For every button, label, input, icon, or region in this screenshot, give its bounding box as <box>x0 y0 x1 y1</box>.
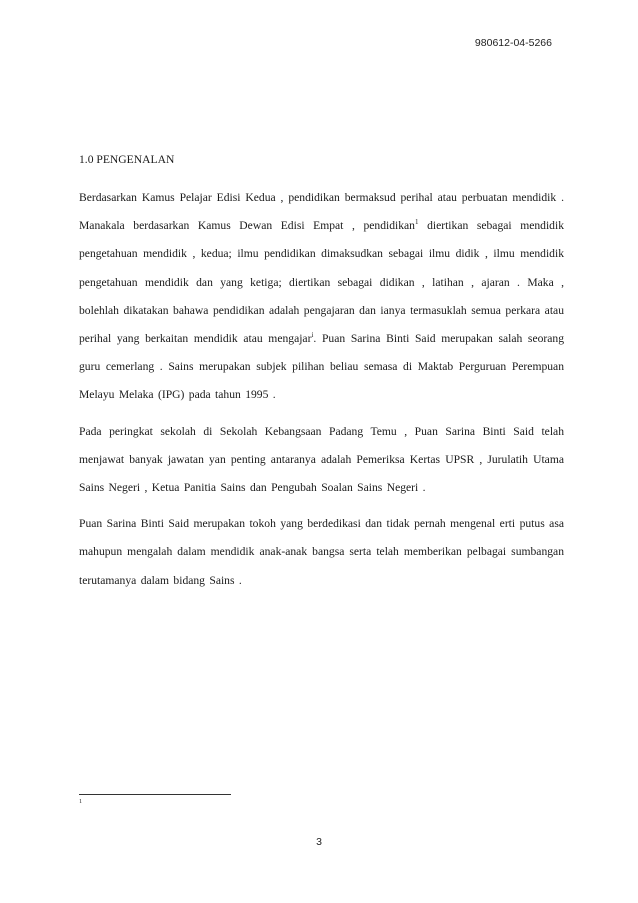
section-heading: 1.0 PENGENALAN <box>79 153 175 166</box>
paragraph-3: Puan Sarina Binti Said merupakan tokoh yang berdedikasi dan tidak pernah mengenal erti putus asa mahupun mengalah dalam mendidik anak-anak bangsa serta telah memberikan pelbagai sumbangan terutamanya dalam bidang Sains . <box>79 517 564 587</box>
paragraph-1-text-a: Berdasarkan Kamus Pelajar Edisi Kedua , pendidikan bermaksud perihal atau perbuatan mendidik . Manakala berdasarkan Kamus Dewan Edisi Empat , pendidikan <box>79 191 564 233</box>
document-id: 980612-04-5266 <box>474 37 552 49</box>
page-number: 3 <box>316 836 322 848</box>
paragraph-1-text-b: diertikan sebagai mendidik pengetahuan mendidik , kedua; ilmu pendidikan dimaksudkan sebagai ilmu didik , ilmu mendidik pengetahuan mendidik dan yang ketiga; diertikan sebagai didikan , latihan , ajaran . Maka , bolehlah dikatakan bahawa pendidikan adalah pengajaran dan ianya termasuklah semua perkara atau perihal yang berkaitan mendidik atau mengajar <box>79 219 564 346</box>
paragraph-1-text-c: . Puan Sarina Binti Said merupakan salah seorang guru cemerlang . Sains merupakan subjek pilihan beliau semasa di Maktab Perguruan Perempuan Melayu Melaka (IPG) pada tahun 1995 . <box>79 332 564 402</box>
footnote-separator <box>79 794 231 795</box>
footnote-marker: 1 <box>79 798 83 805</box>
main-content <box>79 150 564 603</box>
endnote-reference-i[interactable]: i <box>311 331 314 340</box>
paragraph-2: Pada peringkat sekolah di Sekolah Kebangsaan Padang Temu , Puan Sarina Binti Said telah menjawat banyak jawatan yan penting antaranya adalah Pemeriksa Kertas UPSR , Jurulatih Utama Sains Negeri , Ketua Panitia Sains dan Pengubah Soalan Sains Negeri . <box>79 424 564 495</box>
paragraph-1 <box>79 184 564 410</box>
footnote-reference-1[interactable]: 1 <box>414 218 419 227</box>
